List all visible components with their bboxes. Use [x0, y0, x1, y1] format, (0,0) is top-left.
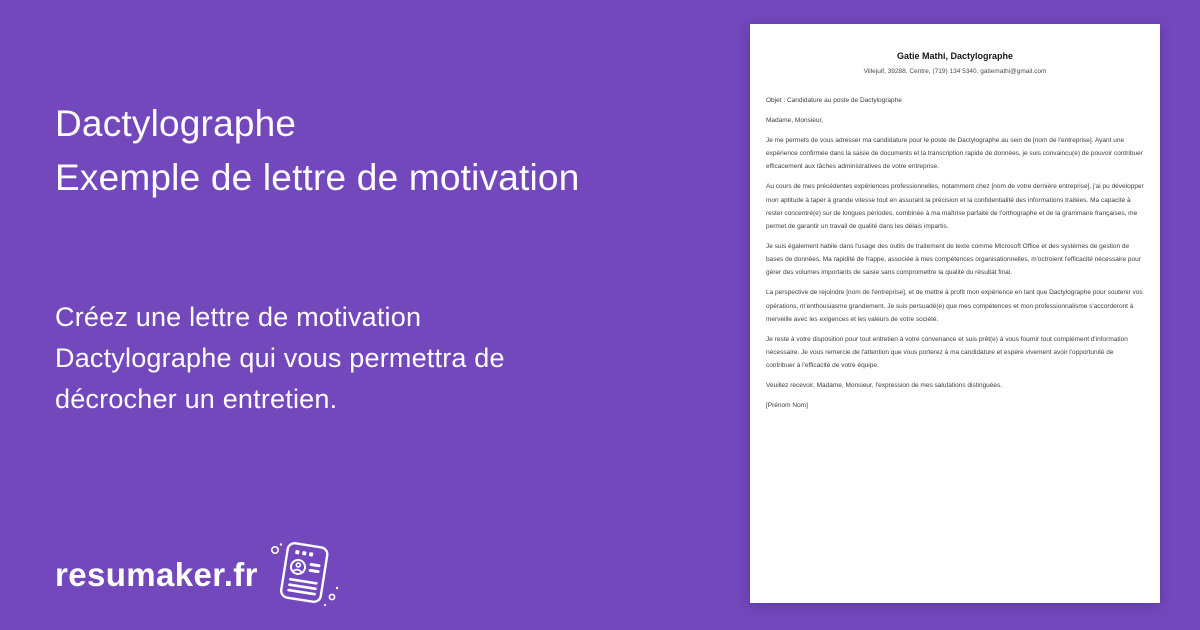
letter-signature-placeholder: [Prénom Nom] [766, 402, 808, 410]
page-subtitle-line1: Créez une lettre de motivation [55, 302, 422, 332]
letter-paragraph-3: Je suis également habile dans l'usage des outils de traitement de texte comme Microsoft Office et des systèmes de gestion de bases de données. Ma rapidité de frappe, associée à mes compétences organisationnelles, m'octroient l'efficacité nécessaire pour gérer des volumes importants de saisie sans compromettre la qualité du résultat final. [766, 243, 1141, 277]
letter-subject-line: Objet : Candidature au poste de Dactylographe [766, 97, 902, 104]
letter-contact-line: Villejuif, 39288, Centre, (719) 134 5340, gatiemathi@gmail.com [863, 68, 1047, 75]
brand-wordmark: resumaker.fr [55, 556, 258, 593]
letter-paragraph-1: Je me permets de vous adresser ma candidature pour le poste de Dactylographe au sein de [nom de l'entreprise]. Ayant une expérience confirmée dans la saisie de documents et la transcription rapide de données, je suis convaincu(e) de pouvoir contribuer efficacement aux tâches administratives de votre entreprise. [766, 137, 1143, 171]
page-title-line2: Exemple de lettre de motivation [55, 157, 580, 198]
letter-closing-line: Veuillez recevoir, Madame, Monsieur, l'expression de mes salutations distinguées. [766, 382, 1003, 390]
page-subtitle-line2: Dactylographe qui vous permettra de [55, 343, 505, 373]
letter-paragraph-2: Au cours de mes précédentes expériences professionnelles, notamment chez [nom de votre dernière entreprise], j'ai pu développer mon aptitude à taper à grande vitesse tout en assurant la précision et la confidentialité des informations traitées. Ma capacité à rester concentré(e) sur de longues périodes, combinée à ma maîtrise parfaite de l'orthographe et de la grammaire françaises, me permet de garantir un travail de qualité dans les délais impartis. [766, 183, 1144, 231]
letter-salutation: Madame, Monsieur, [766, 117, 824, 124]
page-title-line1: Dactylographe [55, 103, 297, 144]
letter-paragraph-4: La perspective de rejoindre [nom de l'entreprise], et de mettre à profit mon expérience en tant que Dactylographe pour soutenir vos opérations, m'enthousiasme grandement. Je suis persuadé(e) que mes compétences et mon professionnalisme s'accorderont à merveille avec les exigences et les valeurs de votre société. [766, 289, 1143, 323]
brand-logo [55, 541, 342, 609]
letter-preview [750, 24, 1160, 603]
resume-document-icon [266, 541, 342, 609]
page-title [55, 97, 579, 205]
letter-paragraph-5: Je reste à votre disposition pour tout entretien à votre convenance et suis prêt(e) à vous fournir tout complément d'information nécessaire. Je vous remercie de l'attention que vous porterez à ma candidature et espère vivement avoir l'opportunité de contribuer à l'efficacité de votre équipe. [766, 335, 1128, 370]
page-subtitle [55, 297, 505, 420]
letter-header-name: Gatie Mathi, Dactylographe [896, 51, 1014, 61]
page-subtitle-line3: décrocher un entretien. [55, 384, 338, 414]
